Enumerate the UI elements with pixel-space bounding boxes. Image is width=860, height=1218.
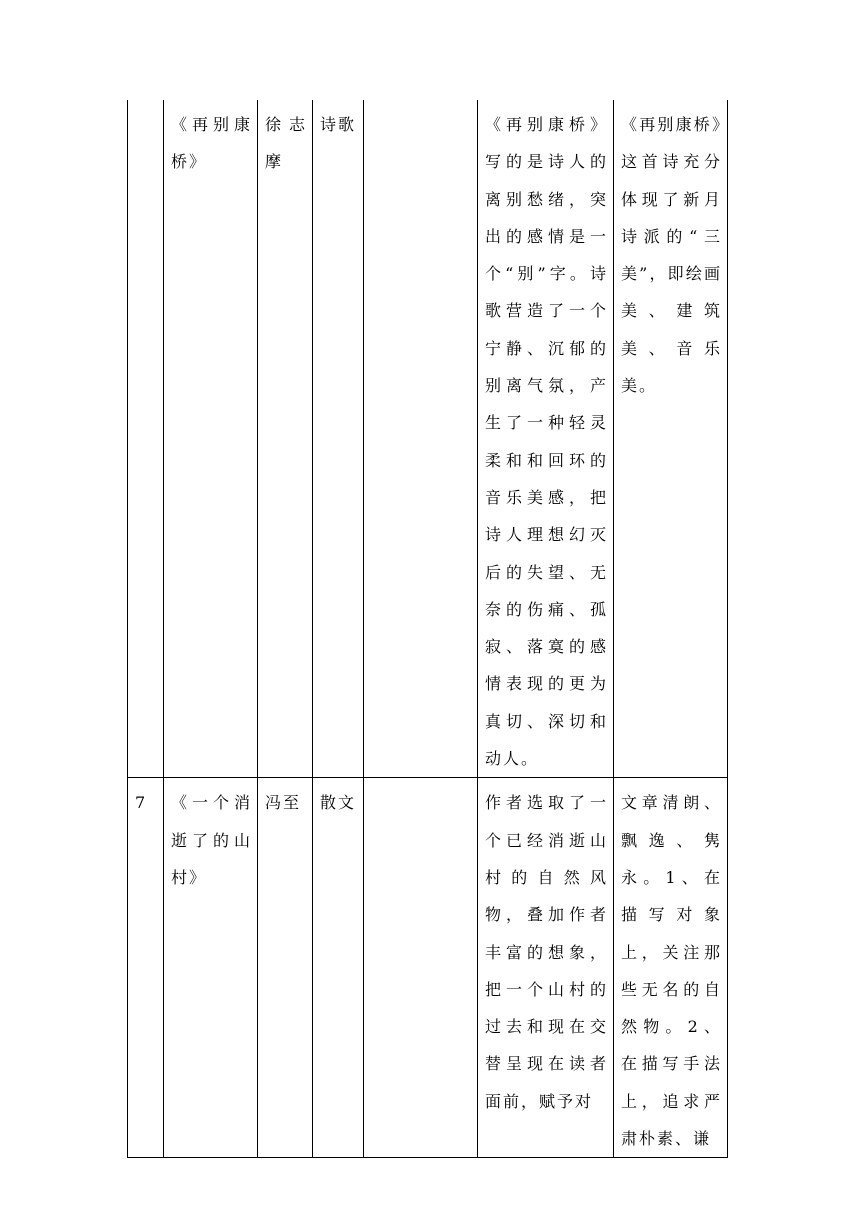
literature-table <box>127 100 728 1158</box>
title-cell <box>164 100 258 778</box>
table-row <box>128 100 728 778</box>
work-genre: 诗歌 <box>320 115 357 134</box>
row-number-cell <box>128 100 164 778</box>
work-content: 作者选取了一个已经消逝山村的自然风物，叠加作者丰富的想象，把一个山村的过去和现在交替呈现在读者面前，赋予对 <box>485 793 608 1111</box>
work-feature: 文章清朗、飘逸、隽永。1、在描写对象上，关注那些无名的自然物。2、在描写手法上，追求严肃朴素、谦 <box>621 793 722 1149</box>
author-cell <box>258 778 313 1158</box>
content-cell <box>478 100 614 778</box>
blank-cell <box>364 100 478 778</box>
work-feature: 《再别康桥》这首诗充分体现了新月诗派的“三美”，即绘画美、建筑美、音乐美。 <box>621 115 722 396</box>
row-number-cell <box>128 778 164 1158</box>
work-content: 《再别康桥》写的是诗人的离别愁绪，突出的感情是一个“别”字。诗歌营造了一个宁静、沉郁的别离气氛，产生了一种轻灵柔和和回环的音乐美感，把诗人理想幻灭后的失望、无奈的伤痛、孤寂、落寞的感情表现的更为真切、深切和动人。 <box>485 115 608 769</box>
genre-cell <box>313 100 364 778</box>
author-cell <box>258 100 313 778</box>
genre-cell <box>313 778 364 1158</box>
work-author: 冯至 <box>265 793 302 813</box>
content-cell <box>478 778 614 1158</box>
work-title: 《再别康桥》 <box>171 115 252 172</box>
work-genre: 散文 <box>320 793 357 813</box>
feature-cell <box>614 100 728 778</box>
row-number: 7 <box>135 793 148 813</box>
table-row <box>128 778 728 1158</box>
work-title: 《一个消逝了的山村》 <box>171 793 252 887</box>
blank-cell <box>364 778 478 1158</box>
work-author: 徐志摩 <box>265 115 307 172</box>
feature-cell <box>614 778 728 1158</box>
title-cell <box>164 778 258 1158</box>
